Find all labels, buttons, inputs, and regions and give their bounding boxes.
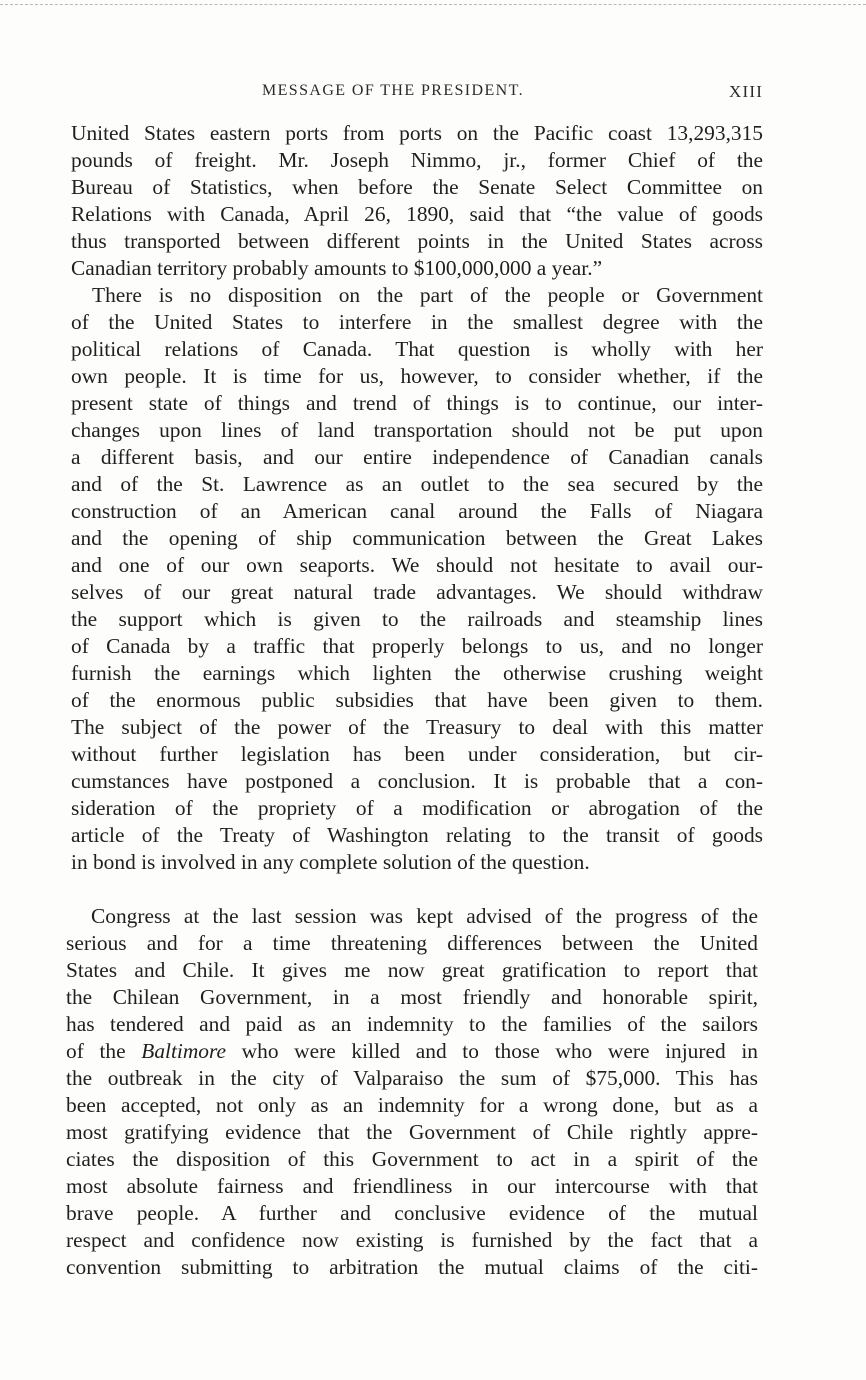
text-line: and the opening of ship communication between the Great Lakes (71, 526, 763, 550)
ship-name-baltimore: Baltimore (141, 1039, 227, 1063)
text-line: furnish the earnings which lighten the otherwise crushing weight (71, 661, 763, 685)
text-line: Canadian territory probably amounts to $100,000,000 a year.” (71, 256, 603, 280)
text-line: cumstances have postponed a conclusion. It is probable that a con- (71, 769, 763, 793)
text-line: changes upon lines of land transportation should not be put upon (71, 418, 763, 442)
text-line: Congress at the last session was kept advised of the progress of the (91, 904, 758, 928)
text-line: Bureau of Statistics, when before the Senate Select Committee on (71, 175, 763, 199)
top-edge-rule (0, 4, 866, 5)
text-line: article of the Treaty of Washington relating to the transit of goods (71, 823, 763, 847)
text-run: who were killed and to those who were injured in (226, 1039, 758, 1063)
text-line: construction of an American canal around the Falls of Niagara (71, 499, 763, 523)
text-line: most absolute fairness and friendliness in our intercourse with that (66, 1174, 758, 1198)
text-line: There is no disposition on the part of the people or Government (92, 283, 763, 307)
text-line: of the enormous public subsidies that have been given to them. (71, 688, 763, 712)
text-line: and one of our own seaports. We should not hesitate to avail our- (71, 553, 763, 577)
text-line: most gratifying evidence that the Government of Chile rightly appre- (66, 1120, 758, 1144)
text-line: ciates the disposition of this Government to act in a spirit of the (66, 1147, 758, 1171)
text-line: sideration of the propriety of a modification or abrogation of the (71, 796, 763, 820)
text-line: a different basis, and our entire independence of Canadian canals (71, 445, 763, 469)
text-line: Relations with Canada, April 26, 1890, said that “the value of goods (71, 202, 763, 226)
running-head-title: MESSAGE OF THE PRESIDENT. (262, 82, 524, 99)
text-line: States and Chile. It gives me now great gratification to report that (66, 958, 758, 982)
text-line: thus transported between different points in the United States across (71, 229, 763, 253)
page-number: XIII (729, 82, 764, 101)
text-line: been accepted, not only as an indemnity for a wrong done, but as a (66, 1093, 758, 1117)
text-line: of Canada by a traffic that properly belongs to us, and no longer (71, 634, 763, 658)
text-run: of the (66, 1039, 126, 1063)
running-head (0, 82, 866, 108)
text-line: serious and for a time threatening differences between the United (66, 931, 758, 955)
text-line: of the United States to interfere in the smallest degree with the (71, 310, 763, 334)
text-line: in bond is involved in any complete solution of the question. (71, 850, 590, 874)
text-line: selves of our great natural trade advantages. We should withdraw (71, 580, 763, 604)
text-line: The subject of the power of the Treasury to deal with this matter (71, 715, 763, 739)
text-line: convention submitting to arbitration the mutual claims of the citi- (66, 1255, 758, 1279)
text-line (66, 1038, 758, 1065)
text-line: and of the St. Lawrence as an outlet to the sea secured by the (71, 472, 763, 496)
text-line: own people. It is time for us, however, to consider whether, if the (71, 364, 763, 388)
text-line: without further legislation has been under consideration, but cir- (71, 742, 763, 766)
text-line: pounds of freight. Mr. Joseph Nimmo, jr., former Chief of the (71, 148, 763, 172)
text-line: political relations of Canada. That question is wholly with her (71, 337, 763, 361)
text-line: the outbreak in the city of Valparaiso the sum of $75,000. This has (66, 1066, 758, 1090)
text-line: the Chilean Government, in a most friendly and honorable spirit, (66, 985, 758, 1009)
text-line: the support which is given to the railroads and steamship lines (71, 607, 763, 631)
text-line: present state of things and trend of things is to continue, our inter- (71, 391, 763, 415)
text-line: has tendered and paid as an indemnity to the families of the sailors (66, 1012, 758, 1036)
text-line: brave people. A further and conclusive evidence of the mutual (66, 1201, 758, 1225)
text-line: respect and confidence now existing is furnished by the fact that a (66, 1228, 758, 1252)
text-line: United States eastern ports from ports on the Pacific coast 13,293,315 (71, 121, 763, 145)
